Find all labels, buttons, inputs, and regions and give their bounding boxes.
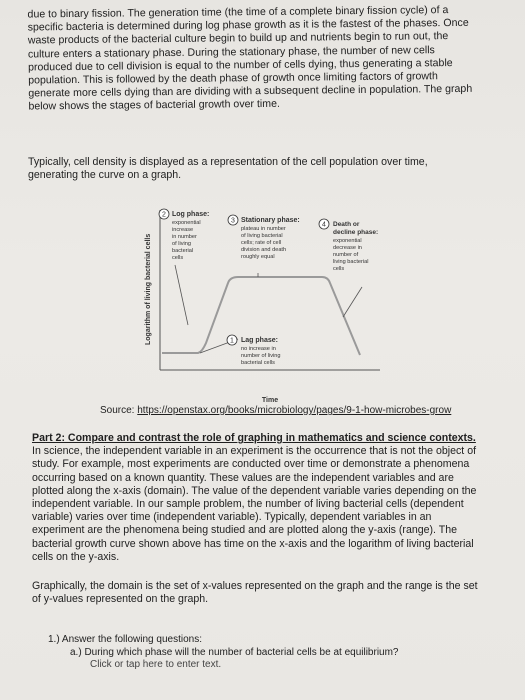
phase-desc-line: cells (172, 255, 184, 261)
phase-desc-line: increase (172, 227, 194, 233)
phase-title: Stationary phase: (241, 217, 300, 224)
log-phase-annotation (159, 209, 209, 261)
phase-desc-line: exponential (172, 220, 201, 226)
phase-title: Log phase: (172, 211, 210, 218)
phase-desc-line: of living bacterial (241, 233, 283, 239)
growth-curve-figure (140, 205, 390, 405)
text-line: occurring based on a known quantity. These values are the independent variables and are (32, 471, 454, 484)
death-phase-pointer (343, 287, 362, 317)
phase-desc-line: of living (172, 241, 191, 247)
typically-paragraph (28, 156, 498, 182)
text-line: Graphically, the domain is the set of x-values represented on the graph and the range is the set (32, 580, 478, 592)
log-phase-pointer (175, 265, 188, 325)
source-link[interactable]: https://openstax.org/books/microbiology/pages/9-1-how-microbes-grow (137, 405, 452, 416)
text-line: of y-values represented on the graph. (32, 593, 209, 606)
phase-number: 3 (231, 217, 235, 225)
text-line: due to binary fission. The generation time (the time of a complete binary fission cycle) of a (27, 4, 449, 21)
text-line: waste products of the bacterial culture begin to build up and nutrients begin to run out, the (27, 30, 449, 47)
text-line: specific bacteria is determined during log phase growth as it is the fastest of the phases. Once (27, 17, 469, 34)
question-sub: a.) During which phase will the number of bacterial cells be at equilibrium? (70, 646, 399, 658)
phase-desc-line: plateau in number (241, 226, 286, 232)
source-prefix: Source: (100, 405, 138, 416)
phase-desc-line: in number (172, 234, 197, 240)
phase-desc-line: number of living (241, 353, 281, 359)
text-line: cells on the y-axis. (32, 550, 120, 563)
phase-title: Death or (333, 221, 360, 228)
lag-phase-annotation (227, 335, 281, 366)
y-axis-label: Logarithm of living bacterial cells (145, 233, 152, 345)
text-line: study. For example, most experiments are conducted over time or demonstrate a phenomena (32, 458, 470, 471)
death-phase-annotation (319, 219, 378, 272)
text-line: generate more cells dying than are dividing with a subsequent decline in population. The graph (28, 83, 473, 100)
question-block (48, 634, 488, 672)
graphically-paragraph (32, 580, 494, 606)
phase-desc-line: bacterial cells (241, 360, 275, 366)
phase-title-line-2: decline phase: (333, 229, 379, 236)
phase-desc-line: living bacterial (333, 259, 369, 265)
text-line: bacterial growth curve shown above has time on the x-axis and the logarithm of living bacterial (32, 537, 474, 550)
text-line: below shows the stages of bacterial growth over time. (28, 98, 280, 113)
phase-desc-line: number of (333, 252, 359, 258)
phase-desc-line: cells (333, 266, 345, 272)
phase-desc-line: cells; rate of cell (241, 240, 282, 246)
intro-paragraph (27, 4, 498, 115)
x-axis-label: Time (261, 397, 279, 404)
stationary-phase-annotation (228, 215, 300, 260)
text-line: produced due to cell division is equal to the number of cells dying, thus generating a stable (28, 56, 453, 74)
answer-text-field[interactable]: Click or tap here to enter text. (90, 659, 222, 670)
phase-desc-line: division and death (241, 247, 287, 253)
phase-desc-line: no increase in (241, 346, 276, 352)
text-line: generating the curve on a graph. (28, 169, 182, 182)
phase-desc-line: bacterial (172, 248, 194, 254)
text-line: variable) varies over time (independent variable). Typically, dependent variables in an (32, 511, 432, 524)
question-main: 1.) Answer the following questions: (48, 634, 202, 645)
text-line: plotted along the x-axis (domain). The value of the dependent variable varies depending on the (32, 484, 477, 497)
phase-number: 2 (162, 211, 166, 219)
text-line: culture enters a stationary phase. During the stationary phase, the number of new cells (27, 43, 435, 61)
phase-desc-line: exponential (333, 238, 362, 244)
text-line: Typically, cell density is displayed as a representation of the cell population over time, (28, 156, 428, 168)
phase-desc-line: roughly equal (241, 254, 275, 260)
text-line: independent variable. In our sample problem, the number of living bacterial cells (dependent (32, 498, 464, 511)
phase-title: Lag phase: (241, 337, 278, 344)
source-citation (100, 405, 451, 416)
text-line: experiment are the phenomena being studied and are plotted along the y-axis (range). The (32, 524, 458, 537)
text-line: In science, the independent variable in an experiment is the occurrence that is not the object of (32, 445, 477, 458)
text-line: population. This is followed by the death phase of growth once limiting factors of growth (28, 70, 438, 87)
growth-curve-svg (140, 205, 390, 405)
part2-section (32, 432, 494, 564)
part2-heading: Part 2: Compare and contrast the role of graphing in mathematics and science contexts. (32, 432, 476, 444)
phase-desc-line: decrease in (333, 245, 362, 251)
phase-number: 1 (230, 337, 234, 345)
phase-number: 4 (322, 221, 326, 229)
